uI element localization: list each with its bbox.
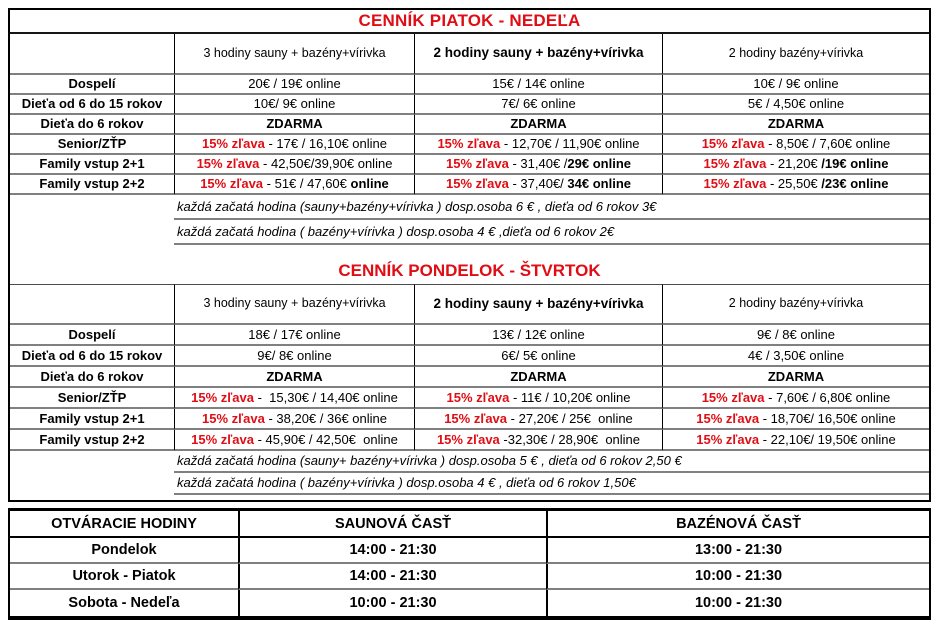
price-text: /23€ online bbox=[821, 176, 889, 192]
price-cell bbox=[662, 135, 929, 155]
price-text: - 17€ / 16,10€ online bbox=[264, 136, 387, 152]
price-text: 15% zľava bbox=[196, 156, 260, 172]
price-text: - 45,90€ / 42,50€ online bbox=[254, 431, 398, 447]
price-text: 15€ / 14€ online bbox=[492, 76, 585, 92]
table2-corner-cell bbox=[10, 284, 174, 325]
row-label: Family vstup 2+2 bbox=[10, 175, 174, 195]
price-text: ZDARMA bbox=[266, 368, 323, 384]
row-label: Senior/ZŤP bbox=[10, 135, 174, 155]
price-cell bbox=[662, 388, 929, 409]
price-cell bbox=[174, 95, 414, 115]
table1-title: CENNÍK PIATOK - NEDEĽA bbox=[10, 10, 929, 34]
row-label: Dospelí bbox=[10, 75, 174, 95]
price-cell bbox=[174, 367, 414, 388]
price-cell bbox=[414, 135, 662, 155]
hours-pool-value: 10:00 - 21:30 bbox=[546, 590, 929, 616]
hours-day-label: Sobota - Nedeľa bbox=[68, 595, 180, 611]
table1-note-spacer-2 bbox=[10, 220, 174, 240]
price-text: - 25,50€ bbox=[766, 176, 822, 192]
price-text: ZDARMA bbox=[767, 368, 825, 384]
hours-sauna-value: 14:00 - 21:30 bbox=[238, 538, 546, 564]
price-cell bbox=[662, 409, 929, 430]
hours-day-label: Pondelok bbox=[10, 538, 238, 564]
price-cell bbox=[662, 75, 929, 95]
table-bottom-padding bbox=[10, 495, 929, 500]
price-cell bbox=[414, 430, 662, 451]
hours-pool-value: 10:00 - 21:30 bbox=[546, 564, 929, 590]
price-text: 15% zľava bbox=[200, 176, 264, 192]
price-cell bbox=[414, 409, 662, 430]
table1-note-2: každá začatá hodina ( bazény+vírivka ) dosp.osoba 4 € ,dieťa od 6 rokov 2€ bbox=[174, 220, 929, 245]
table1-col-header-3: 2 hodiny bazény+vírivka bbox=[662, 34, 929, 75]
price-text: 15% zľava bbox=[446, 156, 509, 172]
row-label: Dieťa od 6 do 15 rokov bbox=[10, 95, 174, 115]
price-text: 9€/ 8€ online bbox=[257, 347, 332, 363]
price-text: 15% zľava bbox=[446, 176, 509, 192]
price-text: online bbox=[350, 176, 389, 192]
price-board bbox=[8, 8, 931, 502]
hours-header-pool: BAZÉNOVÁ ČASŤ bbox=[546, 511, 929, 538]
price-text: 7€/ 6€ online bbox=[501, 96, 576, 112]
price-cell bbox=[662, 367, 929, 388]
price-text: 15% zľava bbox=[202, 410, 265, 426]
price-text: 9€ / 8€ online bbox=[756, 326, 836, 342]
price-text: - 11€ / 10,20€ online bbox=[509, 389, 631, 405]
hours-pool-value: 13:00 - 21:30 bbox=[546, 538, 929, 564]
price-text: 15% zľava bbox=[703, 176, 767, 192]
table2-title: CENNÍK PONDELOK - ŠTVRTOK bbox=[338, 261, 601, 281]
price-text: 15% zľava bbox=[696, 431, 760, 447]
price-cell bbox=[662, 325, 929, 346]
price-text: 15% zľava bbox=[444, 410, 508, 426]
hours-sauna-value: 10:00 - 21:30 bbox=[238, 590, 546, 616]
price-cell bbox=[414, 325, 662, 346]
price-text: - 27,20€ / 25€ online bbox=[507, 410, 633, 426]
price-text: - 31,40€ / bbox=[508, 156, 568, 172]
table1-col-header-1: 3 hodiny sauny + bazény+vírivka bbox=[174, 34, 414, 75]
price-text: 15% zľava bbox=[446, 389, 510, 405]
row-label: Dieťa do 6 rokov bbox=[10, 115, 174, 135]
hours-header-title: OTVÁRACIE HODINY bbox=[10, 511, 238, 538]
price-grid bbox=[10, 10, 929, 500]
table1-corner-cell bbox=[10, 34, 174, 75]
price-text: 13€ / 12€ online bbox=[492, 326, 585, 342]
opening-hours-grid bbox=[10, 511, 929, 616]
table2-col-header-3: 2 hodiny bazény+vírivka bbox=[662, 284, 929, 325]
price-text: 15% zľava bbox=[436, 431, 500, 447]
price-text: - 18,70€/ 16,50€ online bbox=[759, 410, 896, 426]
price-text: ZDARMA bbox=[767, 116, 825, 132]
table1-note-spacer-1 bbox=[10, 195, 174, 215]
price-text: 4€ / 3,50€ online bbox=[747, 347, 845, 363]
row-label: Family vstup 2+1 bbox=[10, 409, 174, 430]
price-text: 15% zľava bbox=[191, 389, 254, 405]
price-text: - 22,10€/ 19,50€ online bbox=[759, 431, 896, 447]
price-cell bbox=[414, 388, 662, 409]
price-text: 20€ / 19€ online bbox=[248, 76, 341, 92]
price-text: 10€/ 9€ online bbox=[253, 96, 336, 112]
price-text: - 12,70€ / 11,90€ online bbox=[500, 136, 640, 152]
price-text: -32,30€ / 28,90€ online bbox=[499, 431, 641, 447]
hours-day-label: Utorok - Piatok bbox=[10, 564, 238, 590]
price-text: 15% zľava bbox=[437, 136, 501, 152]
price-cell bbox=[662, 115, 929, 135]
price-cell bbox=[414, 75, 662, 95]
price-text: ZDARMA bbox=[266, 116, 323, 132]
table2-note-1: každá začatá hodina (sauny+ bazény+vírivka ) dosp.osoba 5 € , dieťa od 6 rokov 2,50 € bbox=[174, 451, 929, 473]
price-cell bbox=[174, 409, 414, 430]
hours-header-sauna: SAUNOVÁ ČASŤ bbox=[238, 511, 546, 538]
price-text: ZDARMA bbox=[510, 116, 567, 132]
table2-note-spacer-1 bbox=[10, 451, 174, 472]
table2-note-spacer-2 bbox=[10, 473, 174, 494]
price-cell bbox=[662, 346, 929, 367]
price-text: - 8,50€ / 7,60€ online bbox=[764, 136, 891, 152]
price-text: 5€ / 4,50€ online bbox=[747, 96, 845, 112]
row-label: Dospelí bbox=[10, 325, 174, 346]
price-text: - 38,20€ / 36€ online bbox=[264, 410, 387, 426]
hours-sauna-value: 14:00 - 21:30 bbox=[238, 564, 546, 590]
price-text: 34€ online bbox=[567, 176, 631, 192]
price-cell bbox=[662, 95, 929, 115]
table1-note-1: každá začatá hodina (sauny+bazény+vírivka ) dosp.osoba 6 € , dieťa od 6 rokov 3€ bbox=[174, 195, 929, 220]
price-cell bbox=[174, 325, 414, 346]
row-label: Family vstup 2+2 bbox=[10, 430, 174, 451]
price-cell bbox=[414, 95, 662, 115]
price-cell bbox=[174, 75, 414, 95]
price-cell bbox=[662, 155, 929, 175]
price-text: 15% zľava bbox=[701, 136, 765, 152]
price-cell bbox=[414, 175, 662, 195]
price-text: 18€ / 17€ online bbox=[248, 326, 341, 342]
price-cell bbox=[662, 175, 929, 195]
row-label: Senior/ZŤP bbox=[10, 388, 174, 409]
price-cell bbox=[414, 115, 662, 135]
price-text: - 7,60€ / 6,80€ online bbox=[764, 389, 891, 405]
price-text: 15% zľava bbox=[191, 431, 254, 447]
price-text: 15% zľava bbox=[703, 156, 767, 172]
price-text: 6€/ 5€ online bbox=[501, 347, 576, 363]
price-text: 10€ / 9€ online bbox=[753, 76, 839, 92]
opening-hours-board bbox=[8, 508, 931, 620]
price-text: ZDARMA bbox=[510, 368, 567, 384]
price-cell bbox=[414, 346, 662, 367]
price-text: - 42,50€/39,90€ online bbox=[259, 156, 393, 172]
price-cell bbox=[174, 346, 414, 367]
price-text: /19€ online bbox=[821, 156, 889, 172]
price-cell bbox=[174, 175, 414, 195]
table2-note-2: každá začatá hodina ( bazény+vírivka ) dosp.osoba 4 € , dieťa od 6 rokov 1,50€ bbox=[174, 473, 929, 495]
price-cell bbox=[174, 388, 414, 409]
price-text: 15% zľava bbox=[202, 136, 265, 152]
table2-col-header-2: 2 hodiny sauny + bazény+vírivka bbox=[414, 284, 662, 325]
row-label: Family vstup 2+1 bbox=[10, 155, 174, 175]
price-text: - 15,30€ / 14,40€ online bbox=[254, 389, 398, 405]
price-text: - 37,40€/ bbox=[508, 176, 568, 192]
price-text: 29€ online bbox=[567, 156, 631, 172]
price-text: - 51€ / 47,60€ bbox=[263, 176, 351, 192]
price-text: 15% zľava bbox=[701, 389, 765, 405]
row-label: Dieťa do 6 rokov bbox=[10, 367, 174, 388]
price-cell bbox=[414, 367, 662, 388]
price-cell bbox=[414, 155, 662, 175]
price-cell bbox=[174, 115, 414, 135]
price-text: 15% zľava bbox=[696, 410, 760, 426]
price-cell bbox=[174, 135, 414, 155]
price-cell bbox=[662, 430, 929, 451]
price-cell bbox=[174, 155, 414, 175]
row-label: Dieťa od 6 do 15 rokov bbox=[10, 346, 174, 367]
price-cell bbox=[174, 430, 414, 451]
table1-col-header-2: 2 hodiny sauny + bazény+vírivka bbox=[414, 34, 662, 75]
price-text: - 21,20€ bbox=[766, 156, 822, 172]
table2-col-header-1: 3 hodiny sauny + bazény+vírivka bbox=[174, 284, 414, 325]
